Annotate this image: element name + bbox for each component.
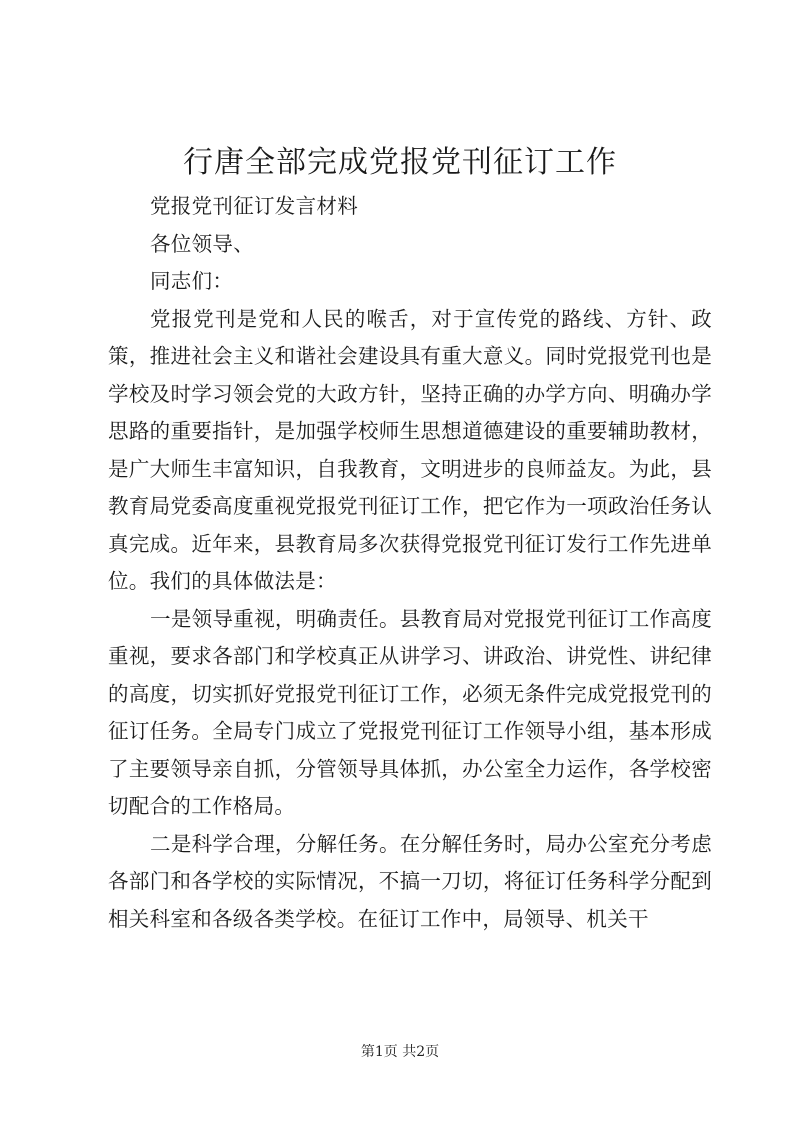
document-title: 行唐全部完成党报党刊征订工作: [183, 145, 617, 180]
paragraph-intro: 党报党刊是党和人民的喉舌，对于宣传党的路线、方针、政策，推进社会主义和谐社会建设具有重大意义。同时党报党刊也是学校及时学习领会党的大政方针，坚持正确的办学方向、明确办学思路的重要指针，是加强学校师生思想道德建设的重要辅助教材，是广大师生丰富知识，自我教育，文明进步的良师益友。为此，县教育局党委高度重视党报党刊征订工作，把它作为一项政治任务认真完成。近年来，县教育局多次获得党报党刊征订发行工作先进单位。我们的具体做法是：: [108, 306, 712, 593]
paragraph-subtitle: 党报党刊征订发言材料: [150, 194, 358, 218]
paragraph-salutation-comrades: 同志们：: [150, 269, 234, 293]
page-footer: [0, 1042, 800, 1062]
document-body: [108, 188, 712, 938]
paragraph-point-one: 一是领导重视，明确责任。县教育局对党报党刊征订工作高度重视，要求各部门和学校真正从讲学习、讲政治、讲党性、讲纪律的高度，切实抓好党报党刊征订工作，必须无条件完成党报党刊的征订任务。全局专门成立了党报党刊征订工作领导小组，基本形成了主要领导亲自抓，分管领导具体抓，办公室全力运作，各学校密切配合的工作格局。: [108, 606, 712, 818]
paragraph-point-two: 二是科学合理，分解任务。在分解任务时，局办公室充分考虑各部门和各学校的实际情况，不搞一刀切，将征订任务科学分配到相关科室和各级各类学校。在征订工作中，局领导、机关干: [108, 831, 712, 931]
paragraph-salutation-leaders: 各位领导、: [150, 231, 254, 256]
page-number-label: 第1页 共2页: [360, 1044, 440, 1060]
